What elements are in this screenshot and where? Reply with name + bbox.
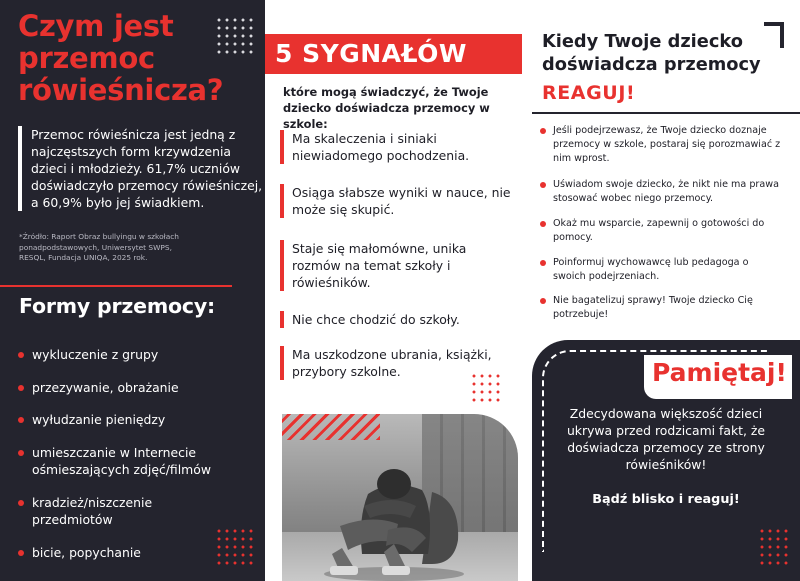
list-item — [18, 544, 141, 561]
bullet-icon — [540, 260, 546, 266]
left-panel — [0, 0, 265, 581]
bullet-icon — [18, 500, 24, 506]
list-item — [540, 124, 781, 166]
dot-pattern-decoration — [215, 16, 255, 56]
signal-item: Nie chce chodzić do szkoły. — [280, 311, 530, 328]
list-item-text: przezywanie, obrażanie — [32, 380, 179, 395]
bullet-icon — [18, 385, 24, 391]
main-title: Czym jest przemoc rówieśnicza? — [18, 9, 224, 107]
list-item — [18, 444, 258, 478]
student-silhouette-icon — [282, 414, 518, 581]
call-to-action: Bądź blisko i reaguj! — [592, 492, 740, 507]
list-item-text: Uświadom swoje dziecko, że nikt nie ma prawa stosować wobec niego przemocy. — [553, 179, 779, 204]
corner-frame-decoration — [764, 22, 784, 26]
dot-pattern-decoration — [215, 527, 255, 567]
bullet-icon — [18, 417, 24, 423]
remember-text: Zdecydowana większość dzieci ukrywa przed rodzicami fakt, że doświadcza przemocy ze strony rówieśników! — [566, 406, 766, 472]
source-note: *Źródło: Raport Obraz bullyingu w szkołach ponadpodstawowych, Uniwersytet SWPS, RESQL, Fundacja UNIQA, 2025 rok. — [19, 232, 179, 262]
dot-pattern-decoration — [758, 527, 790, 567]
bullet-icon — [18, 450, 24, 456]
list-item-text: Okaż mu wsparcie, zapewnij o gotowości do pomocy. — [553, 218, 765, 243]
list-item-text: umieszczanie w Internecie ośmieszających zdjęć/filmów — [32, 445, 211, 477]
list-item — [540, 294, 753, 322]
section-divider — [532, 112, 800, 114]
forms-title: Formy przemocy: — [19, 294, 216, 318]
remember-label-box — [644, 355, 792, 399]
bullet-icon — [540, 221, 546, 227]
bullet-icon — [540, 182, 546, 188]
list-item-text: bicie, popychanie — [32, 545, 141, 560]
sad-student-photo — [282, 414, 518, 581]
list-item — [18, 379, 179, 396]
react-heading: Kiedy Twoje dziecko doświadcza przemocy — [542, 31, 761, 75]
signal-item: Ma uszkodzone ubrania, książki, przybory szkolne. — [280, 346, 512, 380]
list-item — [18, 346, 158, 363]
list-item-text: wykluczenie z grupy — [32, 347, 159, 362]
signal-item: Osiąga słabsze wyniki w nauce, nie może się skupić. — [280, 184, 530, 218]
dot-pattern-decoration — [470, 372, 502, 404]
bullet-icon — [540, 128, 546, 134]
list-item-text: wyłudzanie pieniędzy — [32, 412, 166, 427]
signals-title: 5 SYGNAŁÓW — [275, 39, 467, 68]
list-item — [540, 178, 789, 206]
list-item-text: Jeśli podejrzewasz, że Twoje dziecko doznaje przemocy w szkole, postaraj się porozmawiać z nim wprost. — [553, 125, 781, 164]
signal-item: Staje się małomówne, unika rozmów na temat szkoły i rówieśników. — [280, 240, 482, 291]
list-item — [18, 411, 165, 428]
remember-title: Pamiętaj! — [652, 358, 787, 387]
middle-panel — [265, 0, 532, 581]
bullet-icon — [18, 550, 24, 556]
signal-item: Ma skaleczenia i siniaki niewiadomego pochodzenia. — [280, 130, 472, 164]
right-panel — [532, 0, 800, 581]
list-item — [540, 217, 769, 245]
bullet-icon — [18, 352, 24, 358]
signals-subtitle: które mogą świadczyć, że Twoje dziecko doświadcza przemocy w szkole: — [283, 85, 490, 131]
intro-text: Przemoc rówieśnicza jest jedną z najczęstszych form krzywdzenia dzieci i młodzieży. 61,7% uczniów doświadczyło przemocy rówieśniczej, a 60,9% było jej świadkiem. — [18, 126, 265, 211]
bullet-icon — [540, 298, 546, 304]
list-item-text: Nie bagatelizuj sprawy! Twoje dziecko Cię potrzebuje! — [553, 295, 753, 320]
react-label: REAGUJ! — [542, 82, 636, 104]
list-item-text: Poinformuj wychowawcę lub pedagoga o swoich podejrzeniach. — [553, 257, 749, 282]
section-divider — [0, 285, 232, 287]
list-item — [18, 494, 182, 528]
list-item — [540, 256, 767, 284]
signals-banner — [265, 34, 522, 74]
list-item-text: kradzież/niszczenie przedmiotów — [32, 495, 153, 527]
